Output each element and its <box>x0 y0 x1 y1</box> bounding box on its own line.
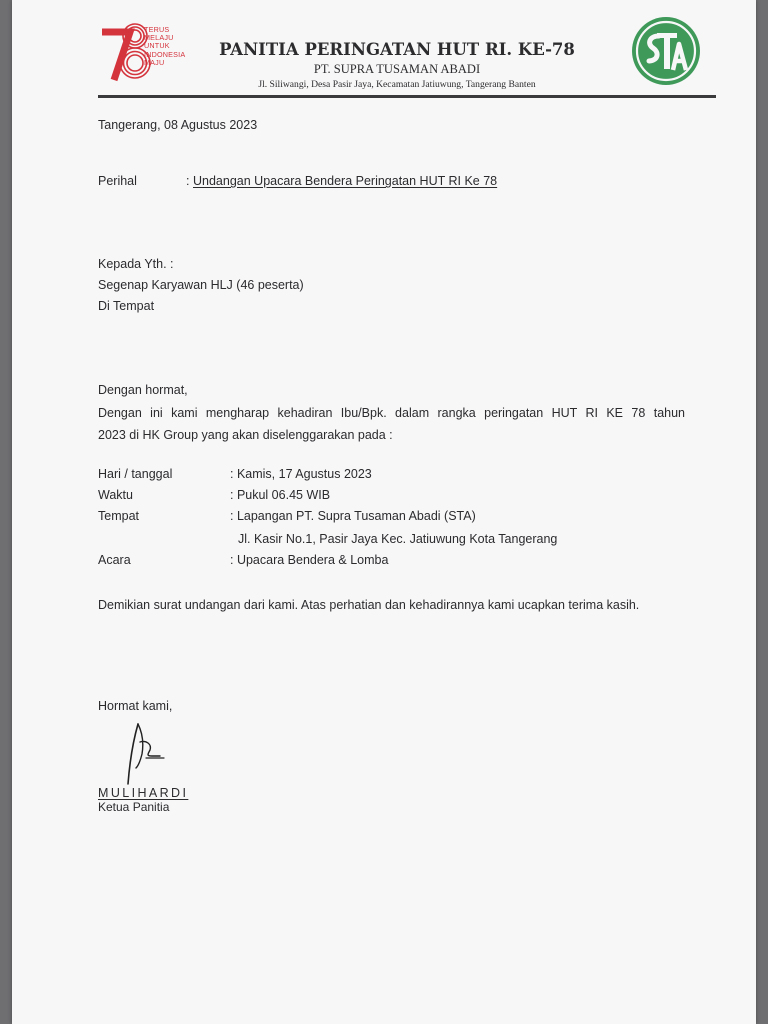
detail-value-time: : Pukul 06.45 WIB <box>230 488 331 502</box>
signer-title: Ketua Panitia <box>98 800 170 814</box>
signer-name: MULIHARDI <box>98 786 189 800</box>
logo-78-tagline-line: TERUS <box>144 25 170 34</box>
sta-company-logo <box>629 14 703 88</box>
letter-page <box>12 0 756 1024</box>
detail-label-place: Tempat <box>98 509 139 523</box>
recipient-line: Kepada Yth. : <box>98 257 174 271</box>
detail-value-date: : Kamis, 17 Agustus 2023 <box>230 467 372 481</box>
closing-paragraph: Demikian surat undangan dari kami. Atas perhatian dan kehadirannya kami ucapkan terima kasih. <box>98 598 640 612</box>
intro-paragraph-line-2: 2023 di HK Group yang akan diselenggarakan pada : <box>98 428 393 442</box>
greeting: Dengan hormat, <box>98 383 188 397</box>
logo-78-tagline <box>144 26 185 67</box>
logo-78-tagline-line: UNTUK <box>144 41 170 51</box>
handwritten-signature <box>116 718 180 788</box>
logo-78-tagline-line: MAJU <box>144 57 165 67</box>
company-address: Jl. Siliwangi, Desa Pasir Jaya, Kecamatan Jatiuwung, Tangerang Banten <box>258 79 536 90</box>
subject-label: Perihal <box>98 174 137 188</box>
detail-label-time: Waktu <box>98 488 133 502</box>
recipient-line: Segenap Karyawan HLJ (46 peserta) <box>98 278 304 292</box>
recipient-line: Di Tempat <box>98 299 155 313</box>
detail-label-date: Hari / tanggal <box>98 467 173 481</box>
intro-paragraph-line-1: Dengan ini kami mengharap kehadiran Ibu/Bpk. dalam rangka peringatan HUT RI KE 78 tahun <box>98 406 685 420</box>
committee-title: PANITIA PERINGATAN HUT RI. KE-78 <box>219 40 575 59</box>
detail-label-event: Acara <box>98 553 131 567</box>
letterhead-divider <box>98 95 716 98</box>
subject-value: Undangan Upacara Bendera Peringatan HUT RI Ke 78 <box>193 174 498 188</box>
detail-value-address: Jl. Kasir No.1, Pasir Jaya Kec. Jatiuwung Kota Tangerang <box>238 532 558 546</box>
logo-78-tagline-line: INDONESIA <box>144 49 186 59</box>
place-date: Tangerang, 08 Agustus 2023 <box>98 118 258 132</box>
company-name: PT. SUPRA TUSAMAN ABADI <box>313 62 481 76</box>
detail-value-event: : Upacara Bendera & Lomba <box>230 553 389 567</box>
sign-off: Hormat kami, <box>98 699 173 713</box>
detail-value-place: : Lapangan PT. Supra Tusaman Abadi (STA) <box>230 509 476 523</box>
logo-78-tagline-line: MELAJU <box>144 33 174 43</box>
subject-colon: : <box>186 174 190 188</box>
